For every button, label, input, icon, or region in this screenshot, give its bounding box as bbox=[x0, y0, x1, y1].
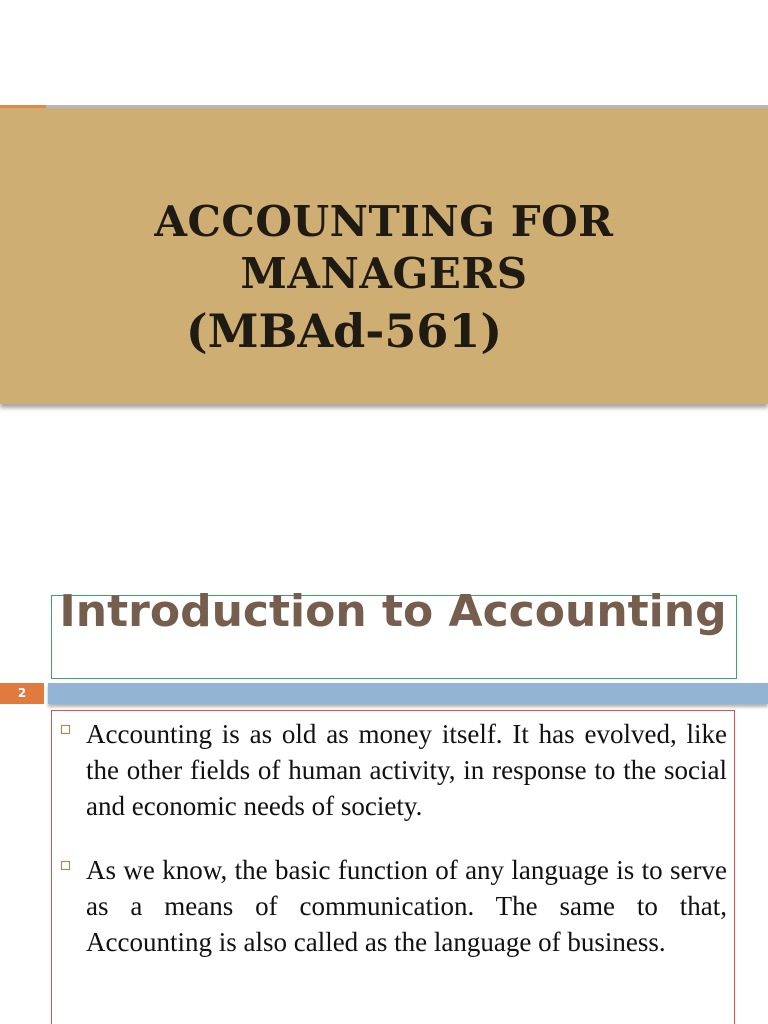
bullet-list bbox=[60, 716, 727, 988]
bullet-item bbox=[60, 852, 727, 960]
slide-number-badge: 2 bbox=[0, 683, 44, 704]
bullet-text: Accounting is as old as money itself. It has evolved, like the other fields of human activity, in response to the social and economic needs of society. bbox=[86, 719, 727, 821]
square-bullet-icon bbox=[61, 725, 70, 734]
course-code: (MBAd-561) bbox=[185, 304, 503, 358]
title-line-2: MANAGERS bbox=[240, 249, 528, 298]
title-line-1: ACCOUNTING FOR bbox=[154, 197, 614, 246]
bullet-item bbox=[60, 716, 727, 824]
section-heading: Introduction to Accounting bbox=[59, 586, 727, 637]
bullet-text: As we know, the basic function of any language is to serve as a means of communication. The same to that, Accounting is also called as the language of business. bbox=[86, 855, 727, 957]
slide-title bbox=[80, 196, 688, 362]
slide-header-bar bbox=[48, 683, 768, 704]
square-bullet-icon bbox=[61, 861, 70, 870]
